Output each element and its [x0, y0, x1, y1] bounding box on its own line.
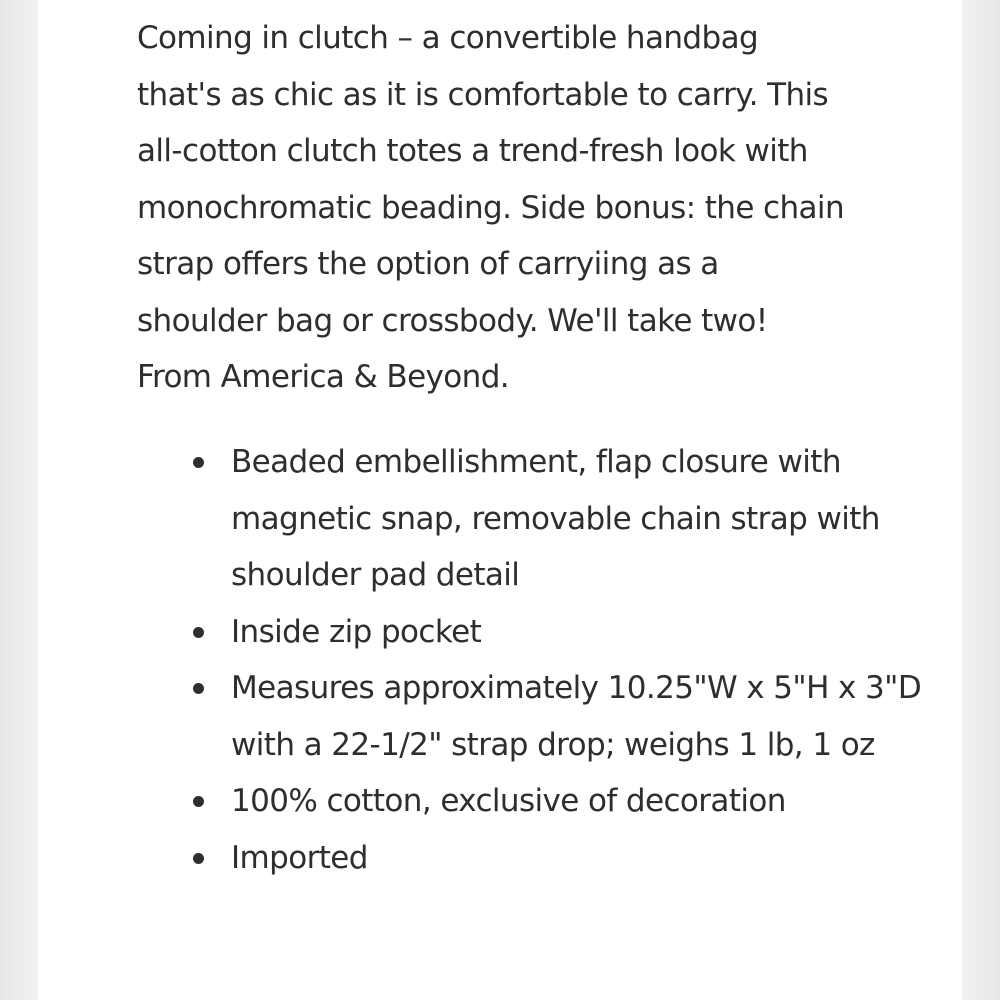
feature-text: Beaded embellishment, flap closure with magnetic snap, removable chain strap with shoulder pad detail	[231, 444, 880, 593]
feature-text: Measures approximately 10.25"W x 5"H x 3"D with a 22-1/2" strap drop; weighs 1 lb, 1 oz	[231, 670, 922, 763]
bullet-icon	[193, 796, 204, 807]
feature-item	[137, 660, 947, 773]
bullet-icon	[193, 627, 204, 638]
bullet-icon	[193, 853, 204, 864]
feature-item	[137, 604, 947, 661]
bullet-icon	[193, 457, 204, 468]
feature-text: 100% cotton, exclusive of decoration	[231, 783, 786, 819]
feature-text: Inside zip pocket	[231, 613, 482, 650]
product-description: Coming in clutch – a convertible handbag that's as chic as it is comfortable to carry. This all-cotton clutch totes a trend-fresh look with monochromatic beading. Side bonus: the chain strap offers the option of carryiing as a shoulder bag or crossbody. We'll take two! From America & Beyond.	[137, 20, 844, 395]
feature-item	[137, 830, 947, 887]
feature-item	[137, 434, 947, 604]
bullet-icon	[193, 683, 204, 694]
right-edge	[962, 0, 1000, 1000]
feature-text: Imported	[231, 839, 368, 876]
left-edge	[0, 0, 38, 1000]
feature-item	[137, 773, 947, 830]
feature-list	[137, 434, 947, 886]
